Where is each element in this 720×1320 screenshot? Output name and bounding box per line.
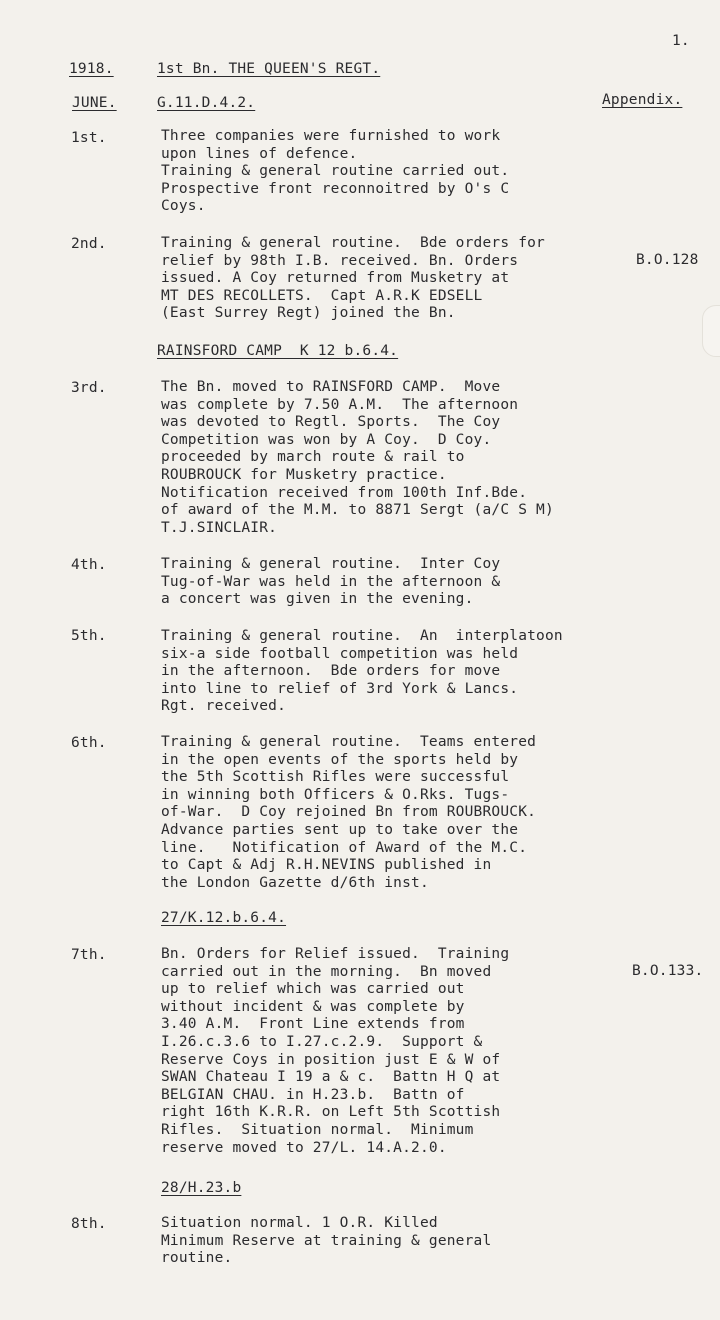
entry-ref-2nd: B.O.128 [636,252,699,268]
page-number: 1. [672,33,690,49]
entry-line: Rgt. received. [161,698,287,715]
entry-line: 3.40 A.M. Front Line extends from [161,1016,465,1033]
entry-date-5th: 5th. [71,628,107,644]
entry-line: a concert was given in the evening. [161,591,474,608]
entry-line: routine. [161,1250,233,1267]
header-map-ref: G.11.D.4.2. [157,95,256,111]
header-year: 1918. [69,61,114,77]
entry-line: line. Notification of Award of the M.C. [161,839,528,856]
entry-line: The Bn. moved to RAINSFORD CAMP. Move [161,379,501,395]
entry-line: was devoted to Regtl. Sports. The Coy [161,414,501,431]
header-month: JUNE. [72,95,117,111]
entry-line: T.J.SINCLAIR. [161,519,278,536]
entry-line: without incident & was complete by [161,998,465,1015]
entry-line: Bn. Orders for Relief issued. Training [161,946,510,962]
entry-line: BELGIAN CHAU. in H.23.b. Battn of [161,1086,465,1103]
entry-4th [161,556,500,609]
entry-8th [161,1215,491,1268]
entry-line: Notification received from 100th Inf.Bde. [161,484,528,501]
entry-line: Advance parties sent up to take over the [161,821,519,838]
entry-line: to Capt & Adj R.H.NEVINS published in [161,857,492,874]
entry-line: Rifles. Situation normal. Minimum [161,1121,474,1138]
location-rainsford: RAINSFORD CAMP K 12 b.6.4. [157,343,399,359]
entry-line: Reserve Coys in position just E & W of [161,1051,501,1068]
entry-line: Minimum Reserve at training & general [161,1232,492,1249]
entry-date-2nd: 2nd. [71,236,107,252]
location-27k: 27/K.12.b.6.4. [161,910,287,926]
entry-line: Training & general routine. An interplatoon [161,628,563,644]
entry-6th [161,734,536,892]
entry-line: Prospective front reconnoitred by O's C [161,180,510,197]
entry-line: upon lines of defence. [161,145,358,162]
entry-line: Training & general routine. Bde orders for [161,235,545,251]
entry-line: Training & general routine. Inter Coy [161,556,501,572]
entry-line: of award of the M.M. to 8871 Sergt (a/C S M) [161,502,554,519]
entry-line: Tug-of-War was held in the afternoon & [161,573,501,590]
entry-line: in winning both Officers & O.Rks. Tugs- [161,786,510,803]
entry-line: in the afternoon. Bde orders for move [161,663,501,680]
entry-line: ROUBROUCK for Musketry practice. [161,466,447,483]
entry-line: of-War. D Coy rejoined Bn from ROUBROUCK. [161,804,537,821]
entry-line: was complete by 7.50 A.M. The afternoon [161,396,519,413]
entry-line: Situation normal. 1 O.R. Killed [161,1215,438,1231]
entry-line: Coys. [161,198,206,215]
entry-5th [161,628,563,716]
punch-hole [702,305,720,357]
entry-line: MT DES RECOLLETS. Capt A.R.K EDSELL [161,287,483,304]
entry-2nd [161,235,545,323]
entry-line: the 5th Scottish Rifles were successful [161,769,510,786]
entry-date-8th: 8th. [71,1216,107,1232]
entry-1st [161,128,509,216]
entry-line: in the open events of the sports held by [161,751,519,768]
entry-date-6th: 6th. [71,735,107,751]
header-unit: 1st Bn. THE QUEEN'S REGT. [157,61,381,77]
appendix-label: Appendix. [602,92,683,108]
entry-line: relief by 98th I.B. received. Bn. Orders [161,252,519,269]
entry-line: carried out in the morning. Bn moved [161,963,492,980]
entry-date-1st: 1st. [71,130,107,146]
entry-line: right 16th K.R.R. on Left 5th Scottish [161,1104,501,1121]
entry-line: (East Surrey Regt) joined the Bn. [161,305,456,322]
entry-line: into line to relief of 3rd York & Lancs. [161,680,519,697]
entry-line: proceeded by march route & rail to [161,449,465,466]
entry-ref-7th: B.O.133. [632,963,704,979]
entry-7th [161,946,509,1157]
location-28h: 28/H.23.b [161,1180,242,1196]
entry-line: the London Gazette d/6th inst. [161,874,429,891]
entry-date-4th: 4th. [71,557,107,573]
entry-line: issued. A Coy returned from Musketry at [161,270,510,287]
entry-line: Training & general routine carried out. [161,163,510,180]
entry-line: I.26.c.3.6 to I.27.c.2.9. Support & [161,1033,483,1050]
entry-line: Competition was won by A Coy. D Coy. [161,431,492,448]
entry-line: Three companies were furnished to work [161,128,501,144]
entry-line: six-a side football competition was held [161,645,519,662]
entry-line: up to relief which was carried out [161,981,465,998]
entry-line: SWAN Chateau I 19 a & c. Battn H Q at [161,1069,501,1086]
entry-3rd [161,379,554,537]
entry-line: reserve moved to 27/L. 14.A.2.0. [161,1139,447,1156]
entry-date-3rd: 3rd. [71,380,107,396]
entry-date-7th: 7th. [71,947,107,963]
entry-line: Training & general routine. Teams entered [161,734,537,750]
